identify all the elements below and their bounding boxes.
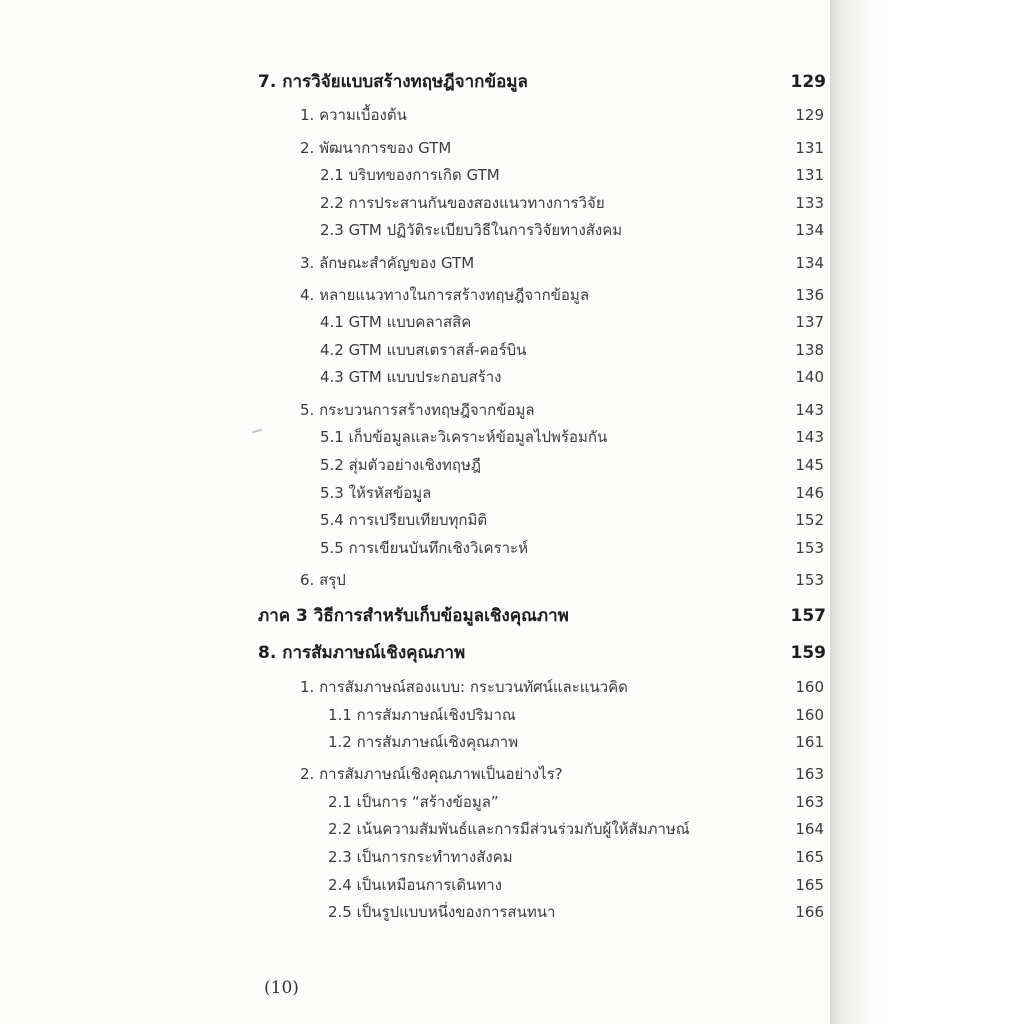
toc-entry-page: 159	[790, 643, 826, 663]
toc-subentry	[0, 310, 850, 338]
toc-entry-label: 5.4 การเปรียบเทียบทุกมิติ	[320, 511, 488, 529]
toc-entry	[0, 568, 850, 596]
toc-entry-page: 136	[795, 286, 824, 304]
toc-entry-label: 5.3 ให้รหัสข้อมูล	[320, 484, 432, 502]
toc-entry-label: 2. พัฒนาการของ GTM	[300, 139, 452, 157]
toc-entry-label: 2.5 เป็นรูปแบบหนึ่งของการสนทนา	[328, 903, 556, 921]
toc-entry-label: 5.1 เก็บข้อมูลและวิเคราะห์ข้อมูลไปพร้อมกัน	[320, 428, 608, 446]
toc-entry-page: 129	[790, 72, 826, 92]
toc-entry-label: 4.2 GTM แบบสเตราสส์-คอร์บิน	[320, 341, 527, 359]
toc-entry-label: 2.2 การประสานกันของสองแนวทางการวิจัย	[320, 194, 605, 212]
toc-subentry	[0, 338, 850, 366]
toc-entry	[0, 103, 850, 131]
toc-entry-page: 131	[795, 166, 824, 184]
toc-entry-label: 2. การสัมภาษณ์เชิงคุณภาพเป็นอย่างไร?	[300, 765, 563, 783]
page-folio: (10)	[264, 978, 299, 998]
toc-entry-label: 3. ลักษณะสำคัญของ GTM	[300, 254, 475, 272]
toc-subentry	[0, 873, 850, 901]
toc-entry-page: 165	[795, 848, 824, 866]
toc-subentry	[0, 218, 850, 246]
toc-entry-label: 2.4 เป็นเหมือนการเดินทาง	[328, 876, 503, 894]
toc-chapter-8	[0, 641, 850, 669]
toc-entry-page: 133	[795, 194, 824, 212]
toc-entry-page: 161	[795, 733, 824, 751]
toc-entry	[0, 675, 850, 703]
toc-entry	[0, 398, 850, 426]
toc-entry-page: 163	[795, 765, 824, 783]
toc-entry-page: 164	[795, 820, 824, 838]
toc-entry-label: 1. การสัมภาษณ์สองแบบ: กระบวนทัศน์และแนวคิด	[300, 678, 628, 696]
toc-entry-page: 163	[795, 793, 824, 811]
toc-entry	[0, 251, 850, 279]
toc-entry-page: 146	[795, 484, 824, 502]
toc-entry-label: 4.3 GTM แบบประกอบสร้าง	[320, 368, 502, 386]
toc-entry-label: ภาค 3 วิธีการสำหรับเก็บข้อมูลเชิงคุณภาพ	[258, 606, 569, 626]
toc-entry-page: 160	[795, 706, 824, 724]
toc-entry-label: 5. กระบวนการสร้างทฤษฎีจากข้อมูล	[300, 401, 535, 419]
toc-entry-page: 138	[795, 341, 824, 359]
toc-subentry	[0, 900, 850, 928]
toc-subentry	[0, 845, 850, 873]
toc-entry-page: 131	[795, 139, 824, 157]
toc-entry-page: 153	[795, 571, 824, 589]
toc-subentry	[0, 817, 850, 845]
toc-entry-label: 5.2 สุ่มตัวอย่างเชิงทฤษฎี	[320, 456, 481, 474]
toc-entry-page: 145	[795, 456, 824, 474]
toc-entry-page: 166	[795, 903, 824, 921]
toc-entry-page: 160	[795, 678, 824, 696]
toc-entry-label: 8. การสัมภาษณ์เชิงคุณภาพ	[258, 643, 466, 663]
toc-subentry	[0, 703, 850, 731]
toc-entry-page: 153	[795, 539, 824, 557]
toc-entry	[0, 762, 850, 790]
toc-entry-page: 134	[795, 221, 824, 239]
toc-entry-page: 152	[795, 511, 824, 529]
toc-entry-label: 2.1 บริบทของการเกิด GTM	[320, 166, 500, 184]
page-gutter-shadow	[830, 0, 1024, 1024]
toc-entry-label: 2.2 เน้นความสัมพันธ์และการมีส่วนร่วมกับผู้ให้สัมภาษณ์	[328, 820, 690, 838]
toc-entry-page: 129	[795, 106, 824, 124]
toc-subentry	[0, 481, 850, 509]
toc-entry-page: 137	[795, 313, 824, 331]
toc-entry-page: 140	[795, 368, 824, 386]
toc-entry	[0, 136, 850, 164]
toc-entry-page: 143	[795, 401, 824, 419]
toc-subentry	[0, 536, 850, 564]
toc-subentry	[0, 163, 850, 191]
toc-entry-label: 2.3 เป็นการกระทำทางสังคม	[328, 848, 513, 866]
toc-entry-label: 2.1 เป็นการ “สร้างข้อมูล”	[328, 793, 499, 811]
toc-entry-page: 165	[795, 876, 824, 894]
toc-entry-label: 1.1 การสัมภาษณ์เชิงปริมาณ	[328, 706, 516, 724]
toc-subentry	[0, 730, 850, 758]
toc-entry-page: 143	[795, 428, 824, 446]
toc-subentry	[0, 425, 850, 453]
toc-chapter-7	[0, 70, 850, 98]
toc-entry-label: 4.1 GTM แบบคลาสสิค	[320, 313, 472, 331]
toc-entry-label: 4. หลายแนวทางในการสร้างทฤษฎีจากข้อมูล	[300, 286, 590, 304]
toc-entry-label: 7. การวิจัยแบบสร้างทฤษฎีจากข้อมูล	[258, 72, 528, 92]
toc-entry-label: 6. สรุป	[300, 571, 346, 589]
toc-entry-page: 157	[790, 606, 826, 626]
toc-entry-page: 134	[795, 254, 824, 272]
toc-subentry	[0, 365, 850, 393]
toc-subentry	[0, 453, 850, 481]
toc-entry-label: 2.3 GTM ปฏิวัติระเบียบวิธีในการวิจัยทางสังคม	[320, 221, 623, 239]
toc-entry-label: 1.2 การสัมภาษณ์เชิงคุณภาพ	[328, 733, 519, 751]
toc-entry	[0, 283, 850, 311]
toc-entry-label: 5.5 การเขียนบันทึกเชิงวิเคราะห์	[320, 539, 528, 557]
toc-subentry	[0, 508, 850, 536]
toc-subentry	[0, 191, 850, 219]
toc-entry-label: 1. ความเบื้องต้น	[300, 106, 407, 124]
toc-part-3	[0, 604, 850, 632]
toc-subentry	[0, 790, 850, 818]
